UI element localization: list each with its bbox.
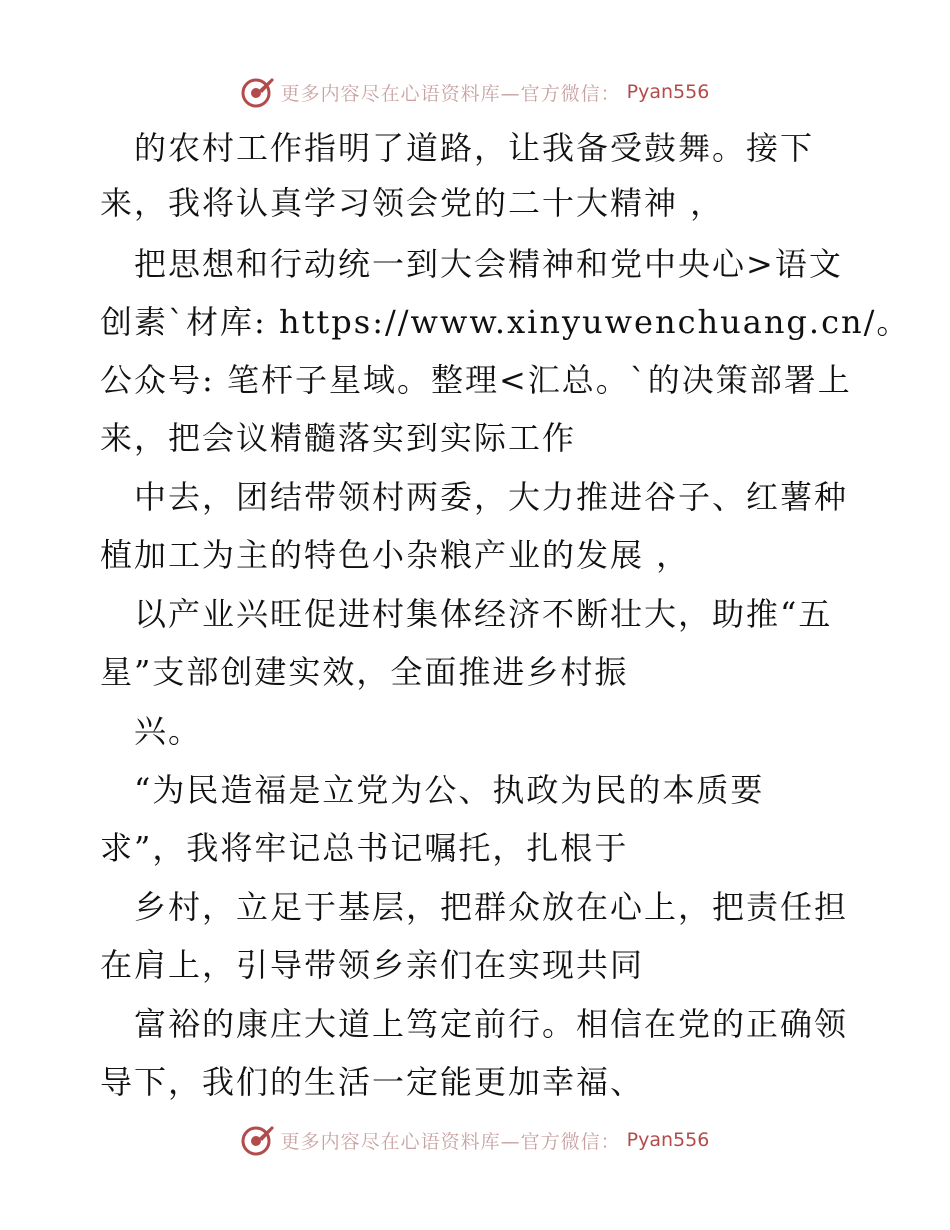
body-line-15: 在肩上，引导带领乡亲们在实现共同: [100, 946, 645, 984]
body-line-16: 富裕的康庄大道上笃定前行。相信在党的正确领: [134, 1005, 849, 1043]
pen-circle-logo-icon: [241, 1123, 275, 1157]
body-line-9: 以产业兴旺促进村集体经济不断壮大，助推“五: [134, 595, 833, 633]
body-line-8: 植加工为主的特色小杂粮产业的发展 ，: [100, 536, 691, 574]
pen-circle-logo-icon: [241, 75, 275, 109]
watermark-wechat-id: Pyan556: [626, 81, 710, 103]
watermark-text: 更多内容尽在心语资料库—官方微信：: [280, 82, 621, 105]
body-line-3: 把思想和行动统一到大会精神和党中央心>语文: [134, 245, 843, 283]
header-watermark: [0, 72, 950, 112]
watermark-wechat-id: Pyan556: [626, 1129, 710, 1151]
body-line-5: 公众号: 笔杆子星域。整理<汇总。`的决策部署上: [100, 361, 852, 399]
body-line-11: 兴。: [134, 712, 203, 750]
watermark-text: 更多内容尽在心语资料库—官方微信：: [280, 1130, 621, 1153]
body-line-4: 创素`材库: https://www.xinyuwenchuang.cn/。: [100, 303, 911, 341]
body-line-6: 来，把会议精髓落实到实际工作: [100, 419, 577, 457]
body-line-2: 来，我将认真学习领会党的二十大精神 ，: [100, 184, 725, 222]
body-line-14: 乡村，立足于基层，把群众放在心上，把责任担: [134, 888, 849, 926]
body-line-1: 的农村工作指明了道路，让我备受鼓舞。接下: [134, 129, 815, 167]
body-line-7: 中去，团结带领村两委，大力推进谷子、红薯种: [134, 478, 849, 516]
footer-watermark: [0, 1120, 950, 1160]
body-line-17: 导下，我们的生活一定能更加幸福、: [100, 1063, 645, 1101]
body-line-10: 星”支部创建实效，全面推进乡村振: [100, 653, 629, 691]
body-line-13: 求”，我将牢记总书记嘱托，扎根于: [100, 829, 629, 867]
body-line-12: “为民造福是立党为公、执政为民的本质要: [134, 771, 765, 809]
